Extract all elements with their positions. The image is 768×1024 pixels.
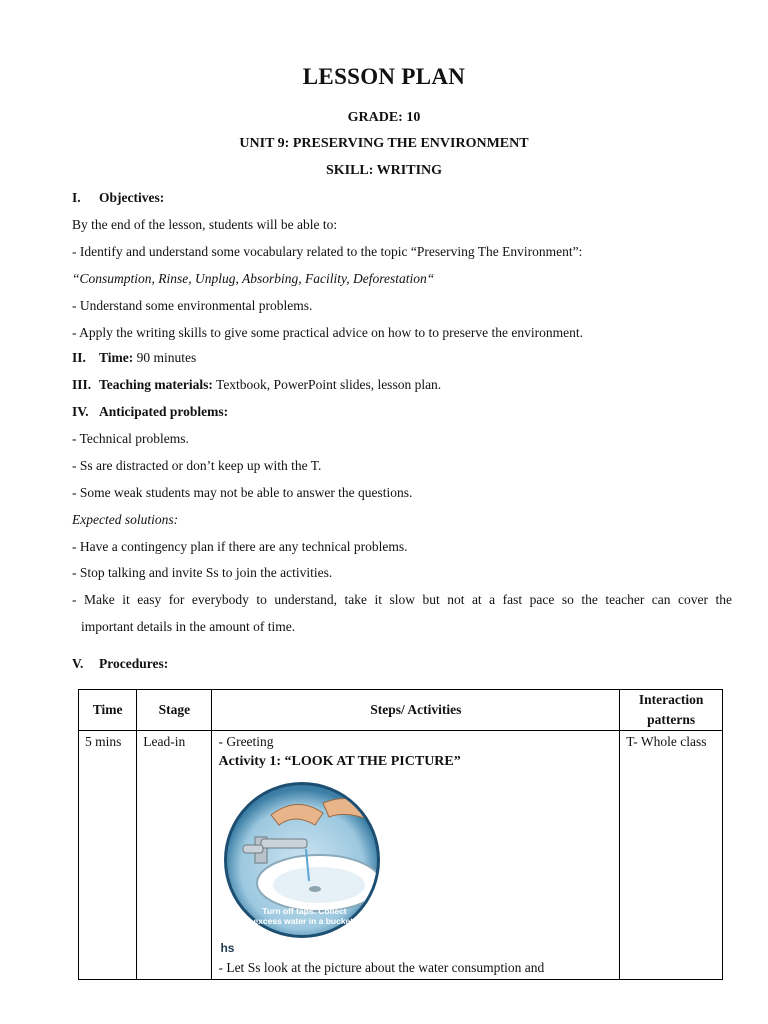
objectives-intro: By the end of the lesson, students will be able to: [72, 217, 338, 232]
cell-activities [212, 731, 620, 980]
section-number: I. [72, 190, 81, 205]
grade-line: GRADE: 10 [347, 110, 421, 125]
objectives-heading [72, 190, 164, 206]
objective-item: - Understand some environmental problems. [72, 298, 313, 313]
cell-interaction: T- Whole class [620, 731, 723, 980]
cell-time: 5 mins [79, 731, 137, 980]
skill-line: SKILL: WRITING [325, 163, 443, 178]
activity-title: Activity 1: “LOOK AT THE PICTURE” [218, 754, 461, 769]
objective-item: - Apply the writing skills to give some practical advice on how to to preserve the environment. [72, 325, 584, 340]
document-title: LESSON PLAN [302, 64, 466, 89]
greeting-step: - Greeting [218, 734, 274, 749]
section-heading: Objectives: [99, 190, 165, 205]
materials-value: Textbook, PowerPoint slides, lesson plan. [216, 377, 442, 392]
section-heading: Procedures: [99, 656, 169, 671]
picture-watermark: hs [220, 941, 235, 955]
solution-item-continued: important details in the amount of time. [81, 619, 296, 634]
section-number: IV. [72, 404, 89, 419]
problem-item: - Ss are distracted or don’t keep up with the T. [72, 458, 322, 473]
table-row [79, 731, 723, 980]
solution-item: - Have a contingency plan if there are any technical problems. [72, 539, 408, 554]
problem-item: - Technical problems. [72, 431, 189, 446]
section-number: III. [72, 377, 92, 392]
time-line [72, 350, 196, 366]
problem-item: - Some weak students may not be able to answer the questions. [72, 485, 413, 500]
vocabulary-list: “Consumption, Rinse, Unplug, Absorbing, Facility, Deforestation“ [72, 271, 435, 286]
time-label: Time: [99, 350, 134, 365]
materials-line [72, 377, 441, 393]
procedures-heading [72, 656, 168, 672]
time-value: 90 minutes [136, 350, 197, 365]
cell-stage: Lead-in [137, 731, 212, 980]
column-header-steps: Steps/ Activities [212, 690, 620, 731]
solution-item: - Make it easy for everybody to understand, take it slow but not at a fast pace so the teacher can cover the [72, 592, 732, 607]
table-header-row [79, 690, 723, 731]
problems-heading [72, 404, 228, 420]
materials-label: Teaching materials: [99, 377, 213, 392]
picture-caption: Turn off taps. Collect excess water in a bucket. [253, 906, 356, 926]
section-heading: Anticipated problems: [99, 404, 229, 419]
solutions-heading: Expected solutions: [72, 512, 179, 527]
column-header-interaction: Interaction patterns [620, 690, 723, 731]
column-header-stage: Stage [137, 690, 212, 731]
column-header-time: Time [79, 690, 137, 731]
objective-item: - Identify and understand some vocabulary related to the topic “Preserving The Environment”: [72, 244, 583, 259]
unit-line: UNIT 9: PRESERVING THE ENVIRONMENT [239, 136, 529, 151]
instruction-step: - Let Ss look at the picture about the water consumption and [218, 960, 545, 975]
section-number: II. [72, 350, 86, 365]
section-number: V. [72, 656, 84, 671]
procedures-table [78, 689, 723, 980]
solution-item: - Stop talking and invite Ss to join the activities. [72, 565, 333, 580]
activity-picture [220, 778, 388, 958]
